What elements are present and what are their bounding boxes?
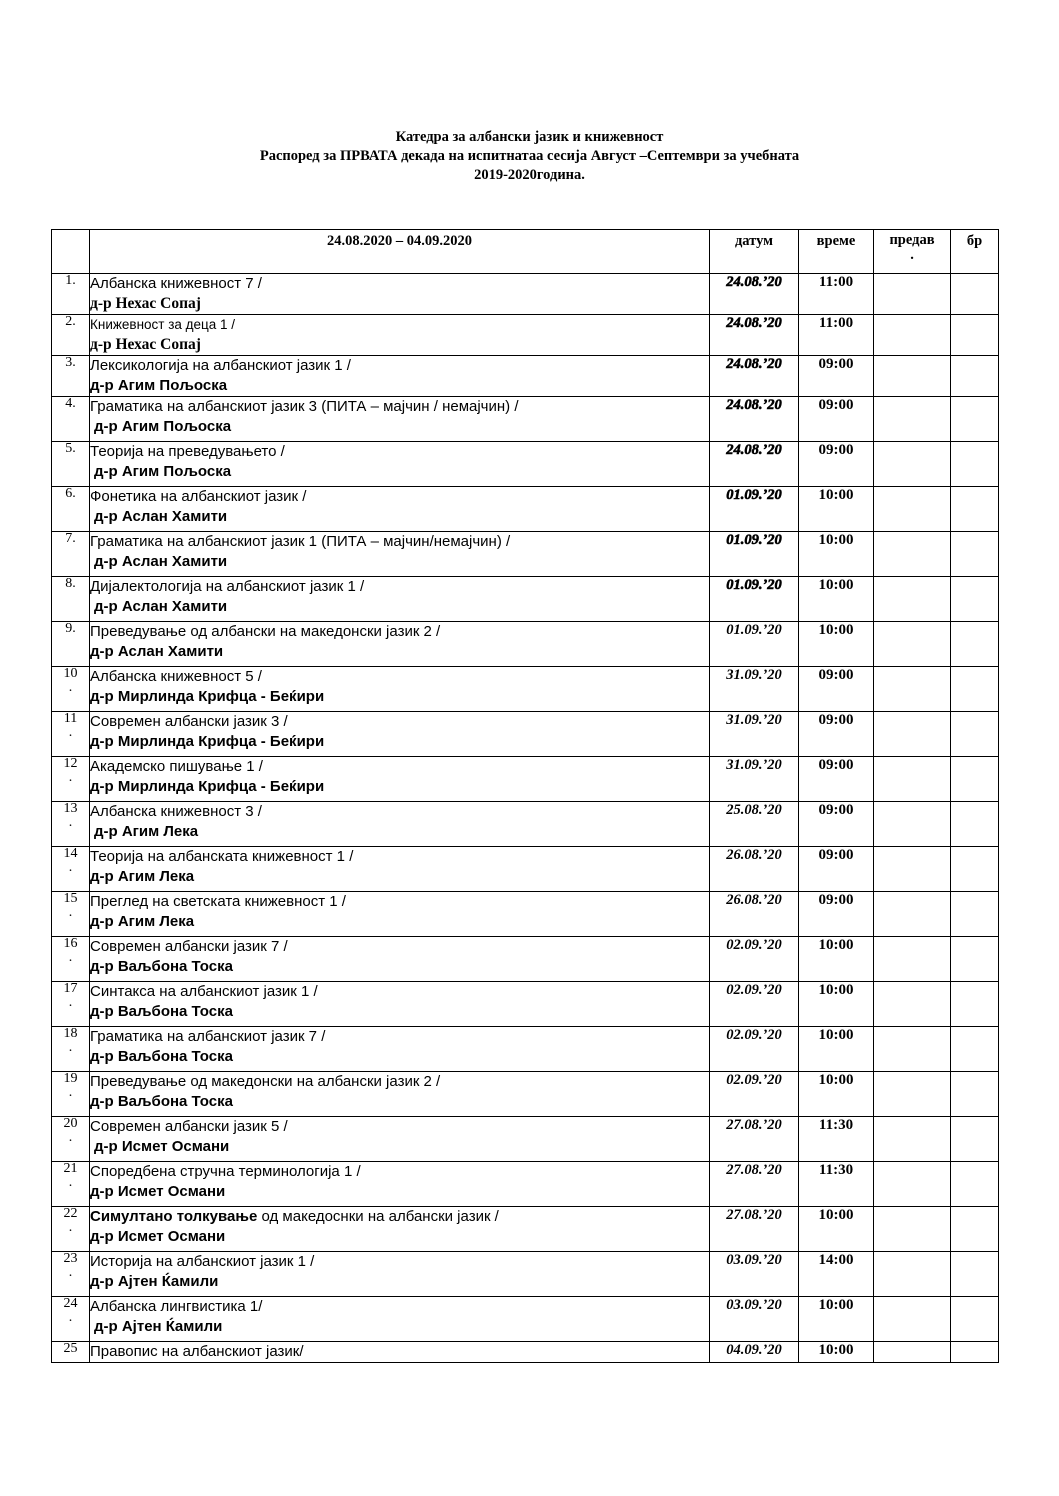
table-row — [52, 757, 999, 802]
course-cell — [90, 1297, 710, 1342]
course-cell — [90, 356, 710, 397]
course-name-line — [90, 892, 709, 912]
exam-time: 10:00 — [799, 532, 874, 577]
room-cell — [874, 1342, 951, 1363]
exam-time: 10:00 — [799, 1072, 874, 1117]
course-name-line — [90, 356, 709, 376]
count-cell — [951, 274, 999, 315]
row-number: 7. — [52, 532, 90, 577]
course-name: Дијалектологија на албанскиот јазик 1 / — [90, 578, 365, 595]
course-name-line — [90, 622, 709, 642]
professor-name: д-р Аслан Хамити — [90, 643, 224, 660]
column-header-time: време — [799, 230, 874, 274]
course-cell — [90, 802, 710, 847]
course-cell — [90, 1207, 710, 1252]
column-header-period: 24.08.2020 – 04.09.2020 — [90, 230, 710, 274]
table-row — [52, 356, 999, 397]
course-cell — [90, 622, 710, 667]
course-cell — [90, 1072, 710, 1117]
course-cell — [90, 274, 710, 315]
exam-time: 09:00 — [799, 667, 874, 712]
professor-name: д-р Ваљбона Тоска — [90, 1048, 233, 1065]
row-number: 23 . — [52, 1252, 90, 1297]
course-name: Академско пишување 1 / — [90, 758, 263, 775]
course-name: Современ албански јазик 7 / — [90, 938, 288, 955]
course-name: Албанска книжевност 5 / — [90, 668, 262, 685]
count-cell — [951, 487, 999, 532]
column-header-number — [52, 230, 90, 274]
row-number: 10 . — [52, 667, 90, 712]
table-row — [52, 487, 999, 532]
exam-time: 10:00 — [799, 1027, 874, 1072]
exam-date: 27.08.’20 — [710, 1117, 799, 1162]
course-name-line — [90, 757, 709, 777]
room-cell — [874, 274, 951, 315]
course-name: Синтакса на албанскиот јазик 1 / — [90, 983, 318, 1000]
row-number: 20 . — [52, 1117, 90, 1162]
exam-date: 25.08.’20 — [710, 802, 799, 847]
exam-date: 01.09.’20 — [710, 577, 799, 622]
room-cell — [874, 622, 951, 667]
exam-time: 09:00 — [799, 892, 874, 937]
course-name-line — [90, 442, 709, 462]
course-name: Лексикологија на албанскиот јазик 1 / — [90, 357, 351, 374]
exam-time: 09:00 — [799, 802, 874, 847]
course-cell — [90, 442, 710, 487]
exam-time: 10:00 — [799, 937, 874, 982]
table-row — [52, 397, 999, 442]
row-number: 19 . — [52, 1072, 90, 1117]
count-cell — [951, 1162, 999, 1207]
room-cell — [874, 982, 951, 1027]
course-cell — [90, 757, 710, 802]
row-number: 14 . — [52, 847, 90, 892]
count-cell — [951, 356, 999, 397]
exam-time: 09:00 — [799, 356, 874, 397]
room-cell — [874, 1027, 951, 1072]
professor-name: д-р Ваљбона Тоска — [90, 1093, 233, 1110]
course-name: Преведување од албански на македонски јазик 2 / — [90, 623, 441, 640]
row-number: 9. — [52, 622, 90, 667]
course-cell — [90, 315, 710, 356]
exam-time: 10:00 — [799, 1297, 874, 1342]
column-header-room-label: предав . — [889, 232, 935, 263]
table-row — [52, 847, 999, 892]
course-name: Правопис на албанскиот јазик/ — [90, 1343, 304, 1360]
count-cell — [951, 1027, 999, 1072]
row-number: 4. — [52, 397, 90, 442]
exam-time: 11:00 — [799, 274, 874, 315]
room-cell — [874, 847, 951, 892]
professor-name: д-р Исмет Османи — [94, 1138, 230, 1155]
table-row — [52, 712, 999, 757]
table-row — [52, 622, 999, 667]
exam-time: 09:00 — [799, 397, 874, 442]
exam-time: 09:00 — [799, 847, 874, 892]
professor-name: д-р Ајтен Ќамили — [90, 1273, 219, 1290]
exam-date: 03.09.’20 — [710, 1297, 799, 1342]
exam-time: 11:30 — [799, 1117, 874, 1162]
room-cell — [874, 532, 951, 577]
row-number: 25 — [52, 1342, 90, 1363]
course-name-line — [90, 1207, 709, 1227]
table-row — [52, 274, 999, 315]
row-number: 21 . — [52, 1162, 90, 1207]
count-cell — [951, 442, 999, 487]
row-number: 2. — [52, 315, 90, 356]
course-name-line — [90, 1342, 709, 1362]
course-name: Современ албански јазик 3 / — [90, 713, 288, 730]
row-number: 12 . — [52, 757, 90, 802]
row-number: 1. — [52, 274, 90, 315]
exam-time: 09:00 — [799, 757, 874, 802]
course-name: Преведување од македонски на албански јазик 2 / — [90, 1073, 441, 1090]
column-header-date: датум — [710, 230, 799, 274]
column-header-room — [874, 230, 951, 274]
exam-date: 27.08.’20 — [710, 1162, 799, 1207]
room-cell — [874, 1207, 951, 1252]
exam-date: 01.09.’20 — [710, 622, 799, 667]
exam-date: 02.09.’20 — [710, 982, 799, 1027]
room-cell — [874, 356, 951, 397]
exam-time: 10:00 — [799, 982, 874, 1027]
course-name: Теорија на албанската книжевност 1 / — [90, 848, 354, 865]
exam-date: 26.08.’20 — [710, 892, 799, 937]
room-cell — [874, 442, 951, 487]
room-cell — [874, 577, 951, 622]
table-row — [52, 532, 999, 577]
room-cell — [874, 1297, 951, 1342]
exam-time: 10:00 — [799, 577, 874, 622]
course-name: Граматика на албанскиот јазик 1 (ПИТА – мајчин/немајчин) / — [90, 533, 511, 550]
course-name-line — [90, 712, 709, 732]
exam-date: 02.09.’20 — [710, 1072, 799, 1117]
count-cell — [951, 532, 999, 577]
course-name-line — [90, 1252, 709, 1272]
professor-name: д-р Аслан Хамити — [94, 553, 228, 570]
course-name: Споредбена стручна терминологија 1 / — [90, 1163, 361, 1180]
course-name: од македоснки на албански јазик / — [257, 1208, 499, 1225]
course-name: Албанска лингвистика 1/ — [90, 1298, 263, 1315]
table-row — [52, 802, 999, 847]
professor-name: д-р Агим Лека — [94, 823, 199, 840]
room-cell — [874, 757, 951, 802]
room-cell — [874, 1162, 951, 1207]
exam-time: 09:00 — [799, 712, 874, 757]
course-cell — [90, 1252, 710, 1297]
course-name-line — [90, 1072, 709, 1092]
exam-date: 24.08.’20 — [710, 442, 799, 487]
course-name-line — [90, 982, 709, 1002]
exam-date: 03.09.’20 — [710, 1252, 799, 1297]
table-row — [52, 892, 999, 937]
count-cell — [951, 315, 999, 356]
course-cell — [90, 982, 710, 1027]
professor-name: д-р Ваљбона Тоска — [90, 958, 233, 975]
course-name-line — [90, 315, 709, 335]
exam-date: 24.08.’20 — [710, 356, 799, 397]
row-number: 22 . — [52, 1207, 90, 1252]
course-cell — [90, 1027, 710, 1072]
course-name-line — [90, 667, 709, 687]
course-cell — [90, 1342, 710, 1363]
document-header — [0, 128, 1059, 185]
room-cell — [874, 802, 951, 847]
column-header-count: бр — [951, 230, 999, 274]
professor-name: д-р Ваљбона Тоска — [90, 1003, 233, 1020]
exam-schedule-table — [51, 229, 999, 1363]
course-name-line — [90, 487, 709, 507]
count-cell — [951, 802, 999, 847]
course-name: Албанска книжевност 7 / — [90, 275, 262, 292]
row-number: 8. — [52, 577, 90, 622]
exam-time: 10:00 — [799, 1342, 874, 1363]
count-cell — [951, 937, 999, 982]
table-row — [52, 1027, 999, 1072]
row-number: 17 . — [52, 982, 90, 1027]
exam-date: 01.09.’20 — [710, 532, 799, 577]
course-name: Историја на албанскиот јазик 1 / — [90, 1253, 315, 1270]
professor-name: д-р Агим Лека — [90, 868, 195, 885]
table-row — [52, 1297, 999, 1342]
row-number: 18 . — [52, 1027, 90, 1072]
room-cell — [874, 712, 951, 757]
course-name: Преглед на светската книжевност 1 / — [90, 893, 346, 910]
exam-time: 11:30 — [799, 1162, 874, 1207]
exam-time: 10:00 — [799, 487, 874, 532]
room-cell — [874, 315, 951, 356]
count-cell — [951, 397, 999, 442]
course-cell — [90, 712, 710, 757]
course-cell — [90, 667, 710, 712]
course-name: Албанска книжевност 3 / — [90, 803, 262, 820]
course-name: Книжевност за деца 1 / — [90, 317, 236, 332]
academic-year: 2019-2020година. — [474, 167, 585, 183]
course-name: Граматика на албанскиот јазик 3 (ПИТА – мајчин / немајчин) / — [90, 398, 519, 415]
exam-date: 24.08.’20 — [710, 274, 799, 315]
count-cell — [951, 757, 999, 802]
exam-time: 10:00 — [799, 622, 874, 667]
course-cell — [90, 1162, 710, 1207]
professor-name: д-р Мирлинда Крифца - Беќири — [90, 733, 325, 750]
count-cell — [951, 1207, 999, 1252]
course-name-line — [90, 532, 709, 552]
table-row — [52, 982, 999, 1027]
room-cell — [874, 667, 951, 712]
course-name-bold: Симултано толкување — [90, 1208, 258, 1225]
professor-name: д-р Исмет Османи — [90, 1183, 226, 1200]
room-cell — [874, 937, 951, 982]
course-name-line — [90, 397, 709, 417]
course-name-line — [90, 802, 709, 822]
table-row — [52, 1207, 999, 1252]
professor-name: д-р Агим Пољоска — [90, 377, 228, 394]
exam-date: 26.08.’20 — [710, 847, 799, 892]
table-row — [52, 577, 999, 622]
row-number: 24 . — [52, 1297, 90, 1342]
row-number: 3. — [52, 356, 90, 397]
exam-date: 27.08.’20 — [710, 1207, 799, 1252]
table-row — [52, 1162, 999, 1207]
exam-date: 31.09.’20 — [710, 712, 799, 757]
count-cell — [951, 667, 999, 712]
exam-date: 01.09.’20 — [710, 487, 799, 532]
table-row — [52, 315, 999, 356]
count-cell — [951, 982, 999, 1027]
table-row — [52, 1072, 999, 1117]
department-title: Катедра за албански јазик и книжевност — [395, 129, 664, 145]
course-name-line — [90, 274, 709, 294]
row-number: 5. — [52, 442, 90, 487]
row-number: 11 . — [52, 712, 90, 757]
table-row — [52, 442, 999, 487]
course-cell — [90, 397, 710, 442]
course-cell — [90, 487, 710, 532]
room-cell — [874, 487, 951, 532]
professor-name: д-р Мирлинда Крифца - Беќири — [90, 688, 325, 705]
course-name: Граматика на албанскиот јазик 7 / — [90, 1028, 326, 1045]
exam-date: 04.09.’20 — [710, 1342, 799, 1363]
table-row — [52, 1117, 999, 1162]
course-cell — [90, 847, 710, 892]
count-cell — [951, 1252, 999, 1297]
course-cell — [90, 532, 710, 577]
course-cell — [90, 1117, 710, 1162]
course-name-line — [90, 577, 709, 597]
count-cell — [951, 712, 999, 757]
course-name: Современ албански јазик 5 / — [90, 1118, 288, 1135]
exam-date: 24.08.’20 — [710, 397, 799, 442]
professor-name: д-р Аслан Хамити — [94, 508, 228, 525]
course-name: Фонетика на албанскиот јазик / — [90, 488, 307, 505]
count-cell — [951, 1297, 999, 1342]
room-cell — [874, 892, 951, 937]
exam-date: 02.09.’20 — [710, 937, 799, 982]
table-row — [52, 937, 999, 982]
row-number: 16 . — [52, 937, 90, 982]
course-name-line — [90, 1297, 709, 1317]
professor-name: д-р Мирлинда Крифца - Беќири — [90, 778, 325, 795]
course-name-line — [90, 1117, 709, 1137]
count-cell — [951, 1342, 999, 1363]
room-cell — [874, 1252, 951, 1297]
count-cell — [951, 892, 999, 937]
professor-name: д-р Нехас Сопај — [90, 336, 201, 353]
count-cell — [951, 1072, 999, 1117]
room-cell — [874, 397, 951, 442]
professor-name: д-р Аслан Хамити — [94, 598, 228, 615]
row-number: 13 . — [52, 802, 90, 847]
exam-date: 31.09.’20 — [710, 667, 799, 712]
table-row — [52, 1252, 999, 1297]
exam-time: 14:00 — [799, 1252, 874, 1297]
exam-date: 24.08.’20 — [710, 315, 799, 356]
table-row — [52, 667, 999, 712]
exam-time: 09:00 — [799, 442, 874, 487]
professor-name: д-р Исмет Османи — [90, 1228, 226, 1245]
course-name-line — [90, 1027, 709, 1047]
exam-date: 02.09.’20 — [710, 1027, 799, 1072]
count-cell — [951, 847, 999, 892]
count-cell — [951, 1117, 999, 1162]
room-cell — [874, 1117, 951, 1162]
table-row — [52, 1342, 999, 1363]
exam-time: 11:00 — [799, 315, 874, 356]
professor-name: д-р Агим Пољоска — [94, 463, 232, 480]
course-name-line — [90, 847, 709, 867]
professor-name: д-р Агим Лека — [90, 913, 195, 930]
count-cell — [951, 622, 999, 667]
row-number: 6. — [52, 487, 90, 532]
course-cell — [90, 577, 710, 622]
professor-name: д-р Ајтен Ќамили — [94, 1318, 223, 1335]
course-name-line — [90, 1162, 709, 1182]
course-name: Теорија на преведувањето / — [90, 443, 285, 460]
course-name-line — [90, 937, 709, 957]
table-header-row — [52, 230, 999, 274]
professor-name: д-р Агим Пољоска — [94, 418, 232, 435]
professor-name: д-р Нехас Сопај — [90, 295, 201, 312]
exam-time: 10:00 — [799, 1207, 874, 1252]
room-cell — [874, 1072, 951, 1117]
schedule-title: Распоред за ПРВАТА декада на испитнатаа сесија Август –Септември за учебната — [259, 148, 800, 164]
course-cell — [90, 892, 710, 937]
course-cell — [90, 937, 710, 982]
exam-date: 31.09.’20 — [710, 757, 799, 802]
count-cell — [951, 577, 999, 622]
row-number: 15 . — [52, 892, 90, 937]
